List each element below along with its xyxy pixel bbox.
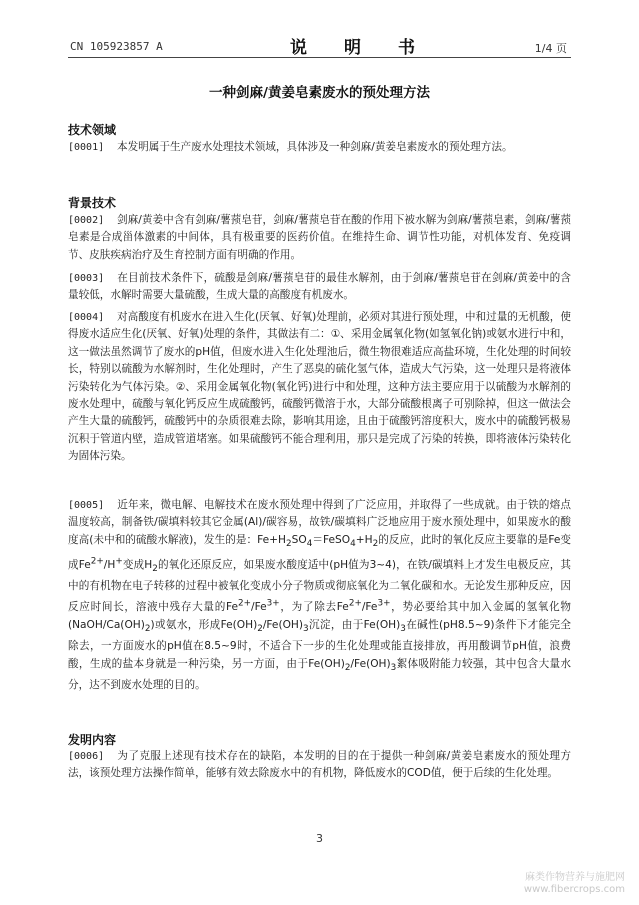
paragraph-number: [0002] bbox=[68, 215, 105, 226]
paragraph-text: 剑麻/黄姜中含有剑麻/薯蓣皂苷，剑麻/薯蓣皂苷在酸的作用下被水解为剑麻/薯蓣皂素，剑麻/薯蓣皂素是合成甾体激素的中间体，具有极重要的医药价值。在维持生命、调节性功能，对机体发育、免疫调节、皮肤疾病治疗及生育控制方面有明确的作用。 bbox=[68, 214, 571, 261]
paragraph-number: [0005] bbox=[68, 500, 105, 511]
paragraph-text: 近年来，微电解、电解技术在废水预处理中得到了广泛应用，并取得了一些成就。由于铁的熔点温度较高，制备铁/碳填料较其它金属(Al)/碳容易，故铁/碳填料广泛地应用于废水预处理中，如果废水的酸度高(未中和的硫酸水解液)，发生的是：$Fe+H_2SO_4=FeSO_4+H_2$的反应，此时的氧化反应主要靠的是Fe变成$Fe^{2+}/H^+$变成$H_2$的氧化还原反应，如果废水酸度适中(pH值为3~4)，在铁/碳填料上才发生电极反应，其中的有机物在电子转移的过程中被氧化变成小分子物质或彻底氧化为二氧化碳和水。无论发生那种反应，因反应时间长，溶液中残存大量的$Fe^{2+}/Fe^{3+}$，为了除去$Fe^{2+}/Fe^{3+}$，势必要给其中加入金属的氢氧化物$(NaOH/Ca(OH)_2)$或氨水，形成$Fe(OH)_2/Fe(OH)_3$沉淀，由于$Fe(OH)_3$在碱性(pH8.5~9)条件下才能完全除去，一方面废水的pH值在8.5~9时，不适合下一步的生化处理或能直接排放，再用酸调节pH值，浪费酸，生成的盐本身就是一种污染，另一方面，由于$Fe(OH)_2/Fe(OH)_3$絮体吸附能力较强，其中包含大量水分，达不到废水处理的目的。 bbox=[68, 499, 572, 692]
header-divider bbox=[68, 57, 571, 58]
paragraph-text: 为了克服上述现有技术存在的缺陷，本发明的目的在于提供一种剑麻/黄姜皂素废水的预处理方法，该预处理方法操作简单，能够有效去除废水中的有机物，降低废水的COD值，便于后续的生化处理。 bbox=[68, 750, 571, 780]
page-number: 3 bbox=[316, 832, 323, 845]
paragraph-number: [0004] bbox=[68, 312, 105, 323]
paragraph-0005 bbox=[68, 497, 571, 695]
section-heading-summary: 发明内容 bbox=[68, 733, 117, 747]
watermark-url: www.fibercrops.com bbox=[523, 884, 625, 895]
watermark-site-name: 麻类作物营养与施肥网 bbox=[525, 872, 625, 883]
watermark bbox=[524, 872, 625, 896]
section-heading-background: 背景技术 bbox=[68, 196, 117, 210]
paragraph-number: [0006] bbox=[68, 751, 105, 762]
page-indicator: 1/4 页 bbox=[534, 42, 567, 55]
paragraph-0006 bbox=[68, 748, 571, 783]
patent-number: CN 105923857 A bbox=[70, 40, 163, 53]
paragraph-text: 本发明属于生产废水处理技术领域，具体涉及一种剑麻/黄姜皂素废水的预处理方法。 bbox=[117, 141, 513, 153]
paragraph-0001 bbox=[68, 139, 571, 156]
paragraph-0002 bbox=[68, 212, 571, 264]
paragraph-0003 bbox=[68, 270, 571, 305]
paragraph-number: [0003] bbox=[68, 273, 105, 284]
section-heading-field: 技术领域 bbox=[68, 123, 117, 137]
paragraph-0004 bbox=[68, 309, 571, 466]
paragraph-number: [0001] bbox=[68, 142, 105, 153]
header-title: 说 明 书 bbox=[290, 38, 425, 58]
document-title: 一种剑麻/黄姜皂素废水的预处理方法 bbox=[209, 85, 430, 101]
paragraph-text: 在目前技术条件下，硫酸是剑麻/薯蓣皂苷的最佳水解剂，由于剑麻/薯蓣皂苷在剑麻/黄姜中的含量较低，水解时需要大量硫酸，生成大量的高酸度有机废水。 bbox=[68, 272, 571, 302]
paragraph-text: 对高酸度有机废水在进入生化(厌氧、好氧)处理前，必须对其进行预处理，中和过量的无机酸，使得废水适应生化(厌氧、好氧)处理的条件，其做法有二：①、采用金属氧化物(如氢氧化钠)或氨水进行中和，这一做法虽然调节了废水的pH值，但废水进入生化处理池后，微生物很难适应高盐环境，生化处理的时间较长，特别以硫酸为水解剂时，生化处理时，产生了恶臭的硫化氢气体，造成大气污染，这一处理只是将液体污染转化为气体污染。②、采用金属氧化物(氧化钙)进行中和处理，这种方法主要应用于以硫酸为水解剂的废水处理中，硫酸与氧化钙反应生成硫酸钙，硫酸钙微溶于水，大部分硫酸根离子可别除掉，但这一做法会产生大量的硫酸钙，硫酸钙中的杂质很难去除，影响其用途，且由于硫酸钙溶度积大，废水中的硫酸钙极易沉积于管道内壁，造成管道堵塞。如果硫酸钙不能合理利用，那只是完成了污染的转换，即将液体污染转化为固体污染。 bbox=[68, 311, 571, 463]
